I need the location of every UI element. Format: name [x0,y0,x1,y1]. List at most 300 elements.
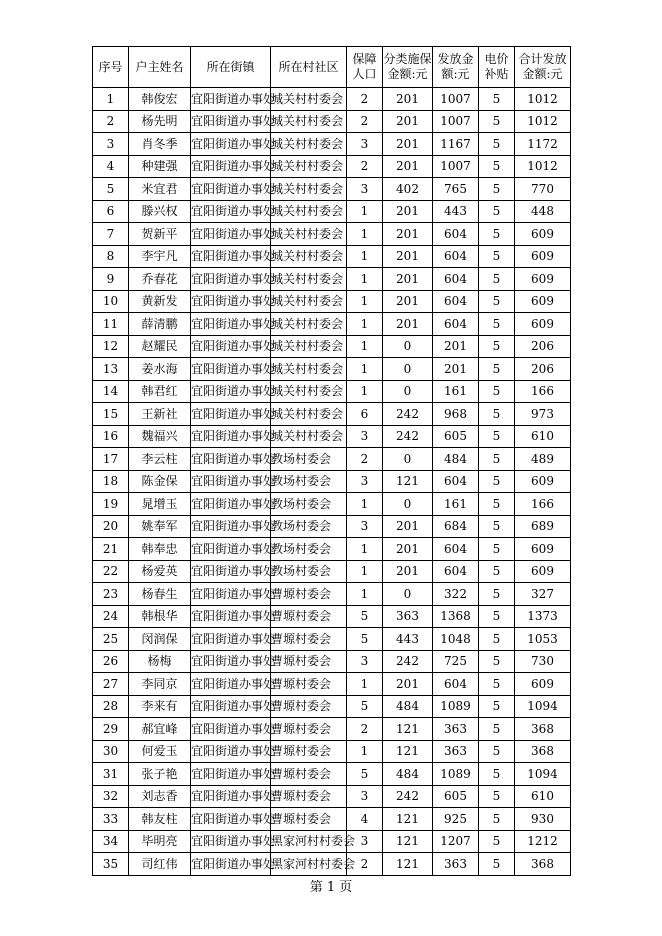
cell-subdistrict: 宜阳街道办事处 [191,380,271,403]
cell-covered-persons: 3 [347,515,383,538]
cell-village: 城关村村委会 [271,133,347,156]
cell-household-head: 乔春花 [129,268,191,291]
cell-village: 教场村委会 [271,560,347,583]
cell-classified-amount: 484 [383,695,433,718]
cell-covered-persons: 1 [347,358,383,381]
cell-subdistrict: 宜阳街道办事处 [191,290,271,313]
cell-subdistrict: 宜阳街道办事处 [191,178,271,201]
cell-index: 8 [93,245,129,268]
cell-covered-persons: 2 [347,88,383,111]
cell-index: 6 [93,200,129,223]
cell-electricity-subsidy: 5 [479,200,515,223]
cell-village: 黑家河村村委会 [271,853,347,876]
cell-village: 教场村委会 [271,470,347,493]
cell-household-head: 闵润保 [129,628,191,651]
cell-issued-amount: 725 [433,650,479,673]
cell-issued-amount: 1048 [433,628,479,651]
cell-index: 13 [93,358,129,381]
cell-household-head: 滕兴权 [129,200,191,223]
cell-household-head: 姜水海 [129,358,191,381]
cell-subdistrict: 宜阳街道办事处 [191,493,271,516]
cell-issued-amount: 604 [433,560,479,583]
cell-total-amount: 1053 [515,628,571,651]
cell-total-amount: 609 [515,268,571,291]
cell-village: 曹塬村委会 [271,785,347,808]
cell-classified-amount: 121 [383,830,433,853]
cell-total-amount: 1012 [515,155,571,178]
column-header-issued-amount: 发放金额:元 [433,47,479,88]
table-row [93,785,571,808]
cell-covered-persons: 1 [347,380,383,403]
cell-classified-amount: 484 [383,763,433,786]
cell-total-amount: 1373 [515,605,571,628]
cell-covered-persons: 1 [347,493,383,516]
cell-household-head: 姚奉军 [129,515,191,538]
cell-electricity-subsidy: 5 [479,763,515,786]
cell-classified-amount: 0 [383,583,433,606]
cell-village: 教场村委会 [271,493,347,516]
cell-electricity-subsidy: 5 [479,785,515,808]
table-row [93,358,571,381]
cell-covered-persons: 5 [347,695,383,718]
cell-covered-persons: 1 [347,740,383,763]
cell-classified-amount: 0 [383,380,433,403]
table-row [93,650,571,673]
page-number: 第 1 页 [309,880,353,895]
cell-issued-amount: 201 [433,335,479,358]
cell-total-amount: 1012 [515,88,571,111]
cell-village: 曹塬村委会 [271,673,347,696]
cell-electricity-subsidy: 5 [479,470,515,493]
cell-electricity-subsidy: 5 [479,448,515,471]
cell-issued-amount: 1007 [433,110,479,133]
cell-classified-amount: 201 [383,290,433,313]
cell-covered-persons: 4 [347,808,383,831]
cell-subdistrict: 宜阳街道办事处 [191,403,271,426]
cell-index: 14 [93,380,129,403]
cell-issued-amount: 604 [433,470,479,493]
cell-issued-amount: 604 [433,673,479,696]
cell-electricity-subsidy: 5 [479,313,515,336]
cell-total-amount: 609 [515,313,571,336]
cell-total-amount: 489 [515,448,571,471]
cell-subdistrict: 宜阳街道办事处 [191,268,271,291]
cell-electricity-subsidy: 5 [479,155,515,178]
cell-household-head: 王新社 [129,403,191,426]
cell-covered-persons: 2 [347,110,383,133]
table-row [93,853,571,876]
cell-total-amount: 609 [515,245,571,268]
table-row [93,808,571,831]
cell-subdistrict: 宜阳街道办事处 [191,335,271,358]
cell-electricity-subsidy: 5 [479,853,515,876]
cell-index: 35 [93,853,129,876]
cell-subdistrict: 宜阳街道办事处 [191,718,271,741]
cell-issued-amount: 604 [433,223,479,246]
cell-subdistrict: 宜阳街道办事处 [191,470,271,493]
cell-total-amount: 609 [515,223,571,246]
cell-subdistrict: 宜阳街道办事处 [191,695,271,718]
cell-classified-amount: 121 [383,470,433,493]
cell-index: 2 [93,110,129,133]
cell-index: 26 [93,650,129,673]
cell-village: 曹塬村委会 [271,763,347,786]
cell-issued-amount: 363 [433,740,479,763]
table-row [93,515,571,538]
cell-village: 城关村村委会 [271,425,347,448]
cell-covered-persons: 2 [347,853,383,876]
cell-subdistrict: 宜阳街道办事处 [191,538,271,561]
table-row [93,538,571,561]
cell-classified-amount: 242 [383,403,433,426]
cell-index: 29 [93,718,129,741]
cell-classified-amount: 242 [383,785,433,808]
cell-issued-amount: 684 [433,515,479,538]
cell-household-head: 刘志香 [129,785,191,808]
table-row [93,628,571,651]
table-row [93,718,571,741]
cell-subdistrict: 宜阳街道办事处 [191,515,271,538]
cell-household-head: 种建强 [129,155,191,178]
cell-household-head: 赵耀民 [129,335,191,358]
cell-covered-persons: 1 [347,335,383,358]
cell-issued-amount: 1089 [433,695,479,718]
cell-village: 曹塬村委会 [271,808,347,831]
cell-covered-persons: 1 [347,583,383,606]
cell-electricity-subsidy: 5 [479,178,515,201]
cell-household-head: 郝宜峰 [129,718,191,741]
cell-issued-amount: 363 [433,853,479,876]
cell-village: 城关村村委会 [271,313,347,336]
cell-subdistrict: 宜阳街道办事处 [191,133,271,156]
cell-village: 城关村村委会 [271,178,347,201]
cell-index: 33 [93,808,129,831]
cell-subdistrict: 宜阳街道办事处 [191,313,271,336]
cell-issued-amount: 1007 [433,155,479,178]
cell-subdistrict: 宜阳街道办事处 [191,673,271,696]
cell-index: 5 [93,178,129,201]
column-header-household-head: 户主姓名 [129,47,191,88]
cell-covered-persons: 3 [347,830,383,853]
cell-covered-persons: 3 [347,650,383,673]
cell-electricity-subsidy: 5 [479,808,515,831]
table-row [93,560,571,583]
cell-electricity-subsidy: 5 [479,538,515,561]
cell-household-head: 肖冬季 [129,133,191,156]
cell-household-head: 韩根华 [129,605,191,628]
table-row [93,470,571,493]
cell-household-head: 陈金保 [129,470,191,493]
cell-covered-persons: 2 [347,448,383,471]
cell-issued-amount: 322 [433,583,479,606]
cell-issued-amount: 604 [433,313,479,336]
cell-electricity-subsidy: 5 [479,358,515,381]
cell-issued-amount: 604 [433,245,479,268]
cell-village: 曹塬村委会 [271,650,347,673]
cell-classified-amount: 242 [383,425,433,448]
cell-index: 21 [93,538,129,561]
cell-village: 曹塬村委会 [271,695,347,718]
cell-covered-persons: 3 [347,133,383,156]
cell-classified-amount: 121 [383,853,433,876]
cell-total-amount: 1212 [515,830,571,853]
cell-electricity-subsidy: 5 [479,380,515,403]
table-row [93,830,571,853]
cell-household-head: 杨春生 [129,583,191,606]
cell-index: 30 [93,740,129,763]
table-row [93,740,571,763]
cell-classified-amount: 121 [383,718,433,741]
cell-classified-amount: 201 [383,133,433,156]
cell-household-head: 韩友柱 [129,808,191,831]
cell-covered-persons: 2 [347,155,383,178]
cell-covered-persons: 1 [347,290,383,313]
cell-covered-persons: 1 [347,560,383,583]
cell-village: 曹塬村委会 [271,740,347,763]
cell-index: 22 [93,560,129,583]
header-row [93,47,571,88]
table-row [93,88,571,111]
cell-electricity-subsidy: 5 [479,515,515,538]
cell-electricity-subsidy: 5 [479,605,515,628]
cell-electricity-subsidy: 5 [479,740,515,763]
cell-electricity-subsidy: 5 [479,718,515,741]
cell-village: 城关村村委会 [271,155,347,178]
cell-issued-amount: 604 [433,538,479,561]
cell-classified-amount: 242 [383,650,433,673]
cell-index: 9 [93,268,129,291]
cell-index: 3 [93,133,129,156]
cell-village: 城关村村委会 [271,268,347,291]
cell-issued-amount: 605 [433,785,479,808]
cell-total-amount: 1094 [515,695,571,718]
cell-issued-amount: 1368 [433,605,479,628]
cell-issued-amount: 1007 [433,88,479,111]
cell-index: 11 [93,313,129,336]
cell-subdistrict: 宜阳街道办事处 [191,650,271,673]
cell-village: 曹塬村委会 [271,718,347,741]
relief-payment-table [92,46,571,876]
cell-classified-amount: 201 [383,313,433,336]
cell-classified-amount: 363 [383,605,433,628]
cell-issued-amount: 363 [433,718,479,741]
cell-index: 24 [93,605,129,628]
cell-household-head: 韩奉忠 [129,538,191,561]
table-row [93,380,571,403]
table-row [93,493,571,516]
cell-subdistrict: 宜阳街道办事处 [191,223,271,246]
column-header-subdistrict: 所在街镇 [191,47,271,88]
cell-electricity-subsidy: 5 [479,628,515,651]
cell-covered-persons: 1 [347,673,383,696]
column-header-classified-amount: 分类施保金额:元 [383,47,433,88]
cell-classified-amount: 0 [383,448,433,471]
table-row [93,313,571,336]
cell-covered-persons: 3 [347,425,383,448]
cell-classified-amount: 443 [383,628,433,651]
cell-covered-persons: 1 [347,200,383,223]
cell-total-amount: 609 [515,538,571,561]
cell-subdistrict: 宜阳街道办事处 [191,763,271,786]
cell-village: 曹塬村委会 [271,583,347,606]
cell-village: 曹塬村委会 [271,605,347,628]
cell-household-head: 李宇凡 [129,245,191,268]
cell-classified-amount: 201 [383,560,433,583]
cell-electricity-subsidy: 5 [479,695,515,718]
cell-total-amount: 1094 [515,763,571,786]
cell-classified-amount: 201 [383,515,433,538]
cell-issued-amount: 968 [433,403,479,426]
cell-issued-amount: 1089 [433,763,479,786]
cell-covered-persons: 2 [347,718,383,741]
cell-household-head: 司红伟 [129,853,191,876]
cell-subdistrict: 宜阳街道办事处 [191,583,271,606]
table-row [93,335,571,358]
cell-village: 城关村村委会 [271,335,347,358]
cell-village: 教场村委会 [271,515,347,538]
cell-covered-persons: 1 [347,538,383,561]
cell-covered-persons: 5 [347,628,383,651]
cell-village: 城关村村委会 [271,223,347,246]
cell-household-head: 杨梅 [129,650,191,673]
cell-covered-persons: 1 [347,245,383,268]
cell-subdistrict: 宜阳街道办事处 [191,628,271,651]
cell-subdistrict: 宜阳街道办事处 [191,853,271,876]
cell-total-amount: 973 [515,403,571,426]
cell-classified-amount: 201 [383,88,433,111]
cell-total-amount: 166 [515,493,571,516]
cell-household-head: 何爱玉 [129,740,191,763]
column-header-village: 所在村社区 [271,47,347,88]
cell-total-amount: 448 [515,200,571,223]
cell-index: 23 [93,583,129,606]
cell-household-head: 韩君红 [129,380,191,403]
cell-electricity-subsidy: 5 [479,650,515,673]
cell-classified-amount: 402 [383,178,433,201]
cell-electricity-subsidy: 5 [479,133,515,156]
cell-total-amount: 206 [515,335,571,358]
cell-total-amount: 610 [515,785,571,808]
cell-covered-persons: 5 [347,763,383,786]
cell-subdistrict: 宜阳街道办事处 [191,785,271,808]
cell-classified-amount: 201 [383,268,433,291]
cell-covered-persons: 1 [347,223,383,246]
cell-classified-amount: 201 [383,200,433,223]
column-header-total-amount: 合计发放金额:元 [515,47,571,88]
cell-subdistrict: 宜阳街道办事处 [191,425,271,448]
cell-electricity-subsidy: 5 [479,830,515,853]
cell-issued-amount: 925 [433,808,479,831]
cell-village: 城关村村委会 [271,403,347,426]
cell-index: 7 [93,223,129,246]
cell-household-head: 杨先明 [129,110,191,133]
cell-subdistrict: 宜阳街道办事处 [191,808,271,831]
cell-classified-amount: 0 [383,358,433,381]
cell-village: 城关村村委会 [271,88,347,111]
table-row [93,200,571,223]
cell-village: 城关村村委会 [271,110,347,133]
cell-index: 34 [93,830,129,853]
cell-village: 教场村委会 [271,448,347,471]
cell-electricity-subsidy: 5 [479,335,515,358]
cell-subdistrict: 宜阳街道办事处 [191,110,271,133]
table-row [93,245,571,268]
cell-household-head: 晁增玉 [129,493,191,516]
cell-household-head: 毕明亮 [129,830,191,853]
table-row [93,155,571,178]
cell-issued-amount: 201 [433,358,479,381]
cell-electricity-subsidy: 5 [479,560,515,583]
cell-index: 28 [93,695,129,718]
cell-household-head: 米宜君 [129,178,191,201]
column-header-covered-persons: 保障人口 [347,47,383,88]
cell-subdistrict: 宜阳街道办事处 [191,605,271,628]
cell-subdistrict: 宜阳街道办事处 [191,155,271,178]
cell-index: 20 [93,515,129,538]
cell-electricity-subsidy: 5 [479,268,515,291]
cell-household-head: 黄新发 [129,290,191,313]
cell-classified-amount: 201 [383,110,433,133]
cell-total-amount: 770 [515,178,571,201]
cell-village: 城关村村委会 [271,200,347,223]
cell-index: 19 [93,493,129,516]
cell-subdistrict: 宜阳街道办事处 [191,560,271,583]
cell-total-amount: 609 [515,560,571,583]
cell-issued-amount: 484 [433,448,479,471]
cell-total-amount: 689 [515,515,571,538]
cell-total-amount: 609 [515,470,571,493]
cell-total-amount: 730 [515,650,571,673]
cell-classified-amount: 201 [383,245,433,268]
cell-village: 曹塬村委会 [271,628,347,651]
cell-index: 25 [93,628,129,651]
cell-issued-amount: 1207 [433,830,479,853]
cell-classified-amount: 201 [383,223,433,246]
cell-household-head: 李云柱 [129,448,191,471]
cell-electricity-subsidy: 5 [479,110,515,133]
table-row [93,110,571,133]
cell-covered-persons: 3 [347,470,383,493]
cell-electricity-subsidy: 5 [479,493,515,516]
cell-index: 15 [93,403,129,426]
cell-index: 17 [93,448,129,471]
cell-subdistrict: 宜阳街道办事处 [191,358,271,381]
cell-issued-amount: 605 [433,425,479,448]
table-row [93,605,571,628]
cell-subdistrict: 宜阳街道办事处 [191,88,271,111]
cell-total-amount: 166 [515,380,571,403]
cell-electricity-subsidy: 5 [479,403,515,426]
cell-household-head: 贺新平 [129,223,191,246]
cell-index: 27 [93,673,129,696]
cell-subdistrict: 宜阳街道办事处 [191,200,271,223]
cell-total-amount: 930 [515,808,571,831]
cell-covered-persons: 5 [347,605,383,628]
cell-issued-amount: 443 [433,200,479,223]
cell-total-amount: 206 [515,358,571,381]
cell-village: 城关村村委会 [271,380,347,403]
cell-subdistrict: 宜阳街道办事处 [191,740,271,763]
cell-covered-persons: 1 [347,313,383,336]
cell-issued-amount: 604 [433,268,479,291]
table-row [93,763,571,786]
cell-household-head: 韩俊宏 [129,88,191,111]
cell-covered-persons: 1 [347,268,383,291]
cell-household-head: 杨爱英 [129,560,191,583]
cell-covered-persons: 3 [347,785,383,808]
cell-electricity-subsidy: 5 [479,223,515,246]
cell-classified-amount: 121 [383,808,433,831]
